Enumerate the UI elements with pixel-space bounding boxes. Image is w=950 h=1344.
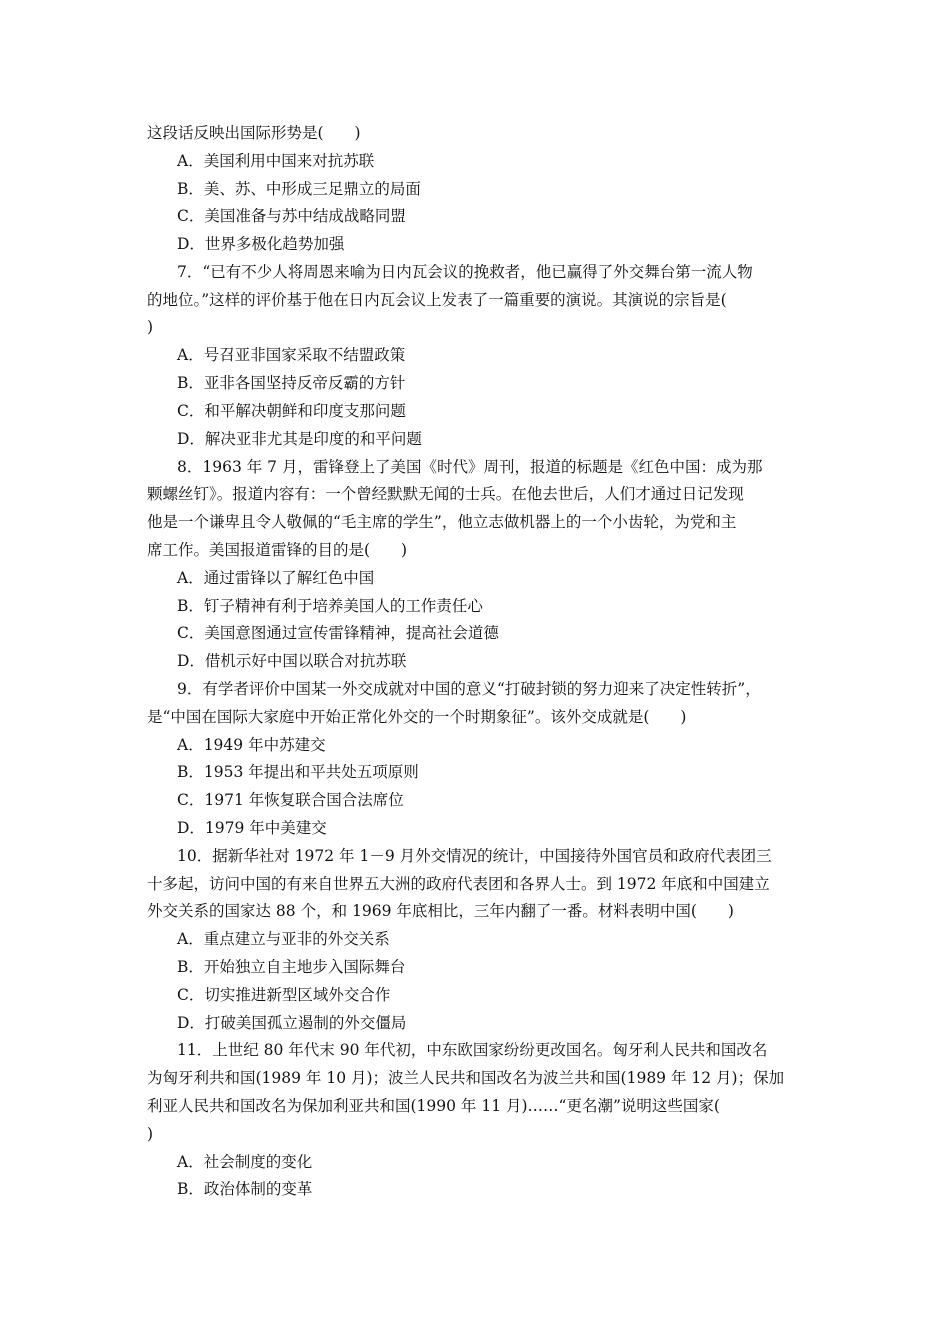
q8-stem-line: 他是一个谦卑且令人敬佩的“毛主席的学生”，他立志做机器上的一个小齿轮，为党和主	[147, 513, 737, 531]
q10-option-a: A．重点建立与亚非的外交关系	[177, 930, 390, 948]
q6-option-b: B．美、苏、中形成三足鼎立的局面	[177, 180, 421, 198]
q9-option-c: C．1971 年恢复联合国合法席位	[177, 791, 404, 809]
q7-option-c: C．和平解决朝鲜和印度支那问题	[177, 402, 406, 420]
q7-option-a: A．号召亚非国家采取不结盟政策	[177, 346, 406, 364]
q8-option-a: A．通过雷锋以了解红色中国	[177, 569, 375, 587]
q10-stem-line: 10．据新华社对 1972 年 1－9 月外交情况的统计，中国接待外国官员和政府代表团三	[177, 847, 772, 865]
q7-stem-line: )	[147, 318, 154, 336]
q10-option-c: C．切实推进新型区域外交合作	[177, 986, 391, 1004]
q8-stem-line: 颗螺丝钉》。报道内容有：一个曾经默默无闻的士兵。在他去世后，人们才通过日记发现	[147, 485, 744, 503]
q11-option-a: A．社会制度的变化	[177, 1153, 313, 1171]
q11-stem-line: 为匈牙利共和国(1989 年 10 月)；波兰人民共和国改名为波兰共和国(1989 年 12 月)；保加	[147, 1069, 785, 1087]
q9-stem-line: 是“中国在国际大家庭中开始正常化外交的一个时期象征”。该外交成就是( )	[147, 708, 687, 726]
q8-stem-line: 8．1963 年 7 月，雷锋登上了美国《时代》周刊，报道的标题是《红色中国：成为那	[177, 458, 763, 476]
q8-option-d: D．借机示好中国以联合对抗苏联	[177, 652, 407, 670]
q11-stem-line: )	[147, 1125, 154, 1143]
q7-option-b: B．亚非各国坚持反帝反霸的方针	[177, 374, 406, 392]
q8-stem-line: 席工作。美国报道雷锋的目的是( )	[147, 541, 408, 559]
q7-option-d: D．解决亚非尤其是印度的和平问题	[177, 430, 422, 448]
q10-stem-line: 外交关系的国家达 88 个，和 1969 年底相比，三年内翻了一番。材料表明中国( )	[147, 902, 734, 920]
q10-option-b: B．开始独立自主地步入国际舞台	[177, 958, 406, 976]
q11-stem-line: 11．上世纪 80 年代末 90 年代初，中东欧国家纷纷更改国名。匈牙利人民共和国改名	[177, 1041, 768, 1059]
q9-stem-line: 9．有学者评价中国某一外交成就对中国的意义“打破封锁的努力迎来了决定性转折”，	[177, 680, 761, 698]
q11-option-b: B．政治体制的变革	[177, 1180, 313, 1198]
q6-option-d: D．世界多极化趋势加强	[177, 235, 345, 253]
q8-option-c: C．美国意图通过宣传雷锋精神，提高社会道德	[177, 624, 499, 642]
q7-stem-line: 7．“已有不少人将周恩来喻为日内瓦会议的挽救者，他已赢得了外交舞台第一流人物	[177, 263, 753, 281]
q11-stem-line: 利亚人民共和国改名为保加利亚共和国(1990 年 11 月)……“更名潮”说明这些国家(	[147, 1097, 720, 1115]
q9-option-d: D．1979 年中美建交	[177, 819, 327, 837]
q6-option-c: C．美国准备与苏中结成战略同盟	[177, 207, 406, 225]
q10-stem-line: 十多起，访问中国的有来自世界五大洲的政府代表团和各界人士。到 1972 年底和中国建立	[147, 875, 770, 893]
q8-option-b: B．钉子精神有利于培养美国人的工作责任心	[177, 597, 483, 615]
q10-option-d: D．打破美国孤立遏制的外交僵局	[177, 1014, 407, 1032]
q7-stem-line: 的地位。”这样的评价基于他在日内瓦会议上发表了一篇重要的演说。其演说的宗旨是(	[147, 291, 727, 309]
q6-option-a: A．美国利用中国来对抗苏联	[177, 152, 375, 170]
q9-option-b: B．1953 年提出和平共处五项原则	[177, 763, 419, 781]
q6-stem-line: 这段话反映出国际形势是( )	[147, 124, 361, 142]
q9-option-a: A．1949 年中苏建交	[177, 736, 326, 754]
